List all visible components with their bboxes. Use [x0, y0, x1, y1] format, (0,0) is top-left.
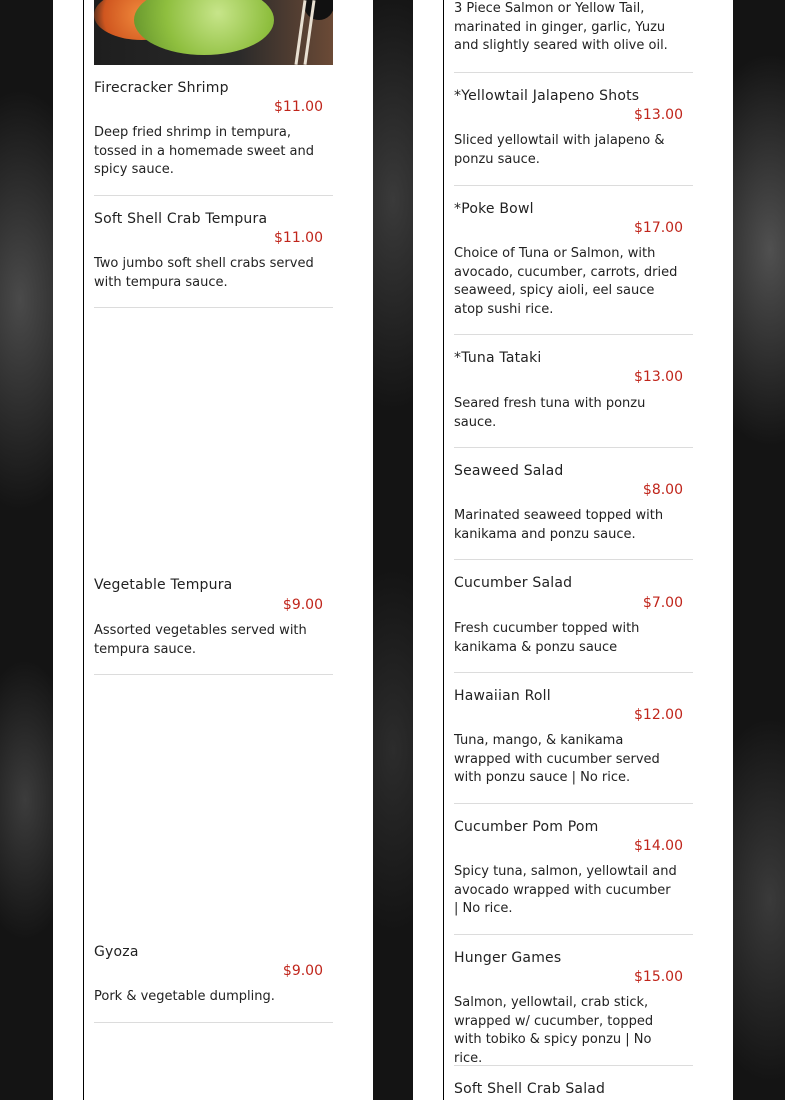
- separator: [454, 334, 693, 335]
- item-price: $9.00: [282, 963, 323, 979]
- menu-panel-left: [53, 0, 373, 1100]
- item-description: Tuna, mango, & kanikama wrapped with cucumber served with ponzu sauce | No rice.: [454, 733, 660, 785]
- panel-border: [83, 0, 84, 1100]
- item-price: $11.00: [274, 230, 323, 246]
- item-price: $13.00: [634, 369, 683, 385]
- item-name: *Yellowtail Jalapeno Shots: [454, 88, 640, 104]
- item-price: $11.00: [274, 99, 323, 115]
- item-name: Hawaiian Roll: [454, 688, 551, 704]
- separator: [454, 447, 693, 448]
- separator: [454, 559, 693, 560]
- separator: [94, 307, 333, 308]
- separator: [94, 1022, 333, 1023]
- separator: [454, 1065, 693, 1066]
- item-name: Cucumber Salad: [454, 575, 573, 591]
- item-price: $12.00: [634, 707, 683, 723]
- item-name: Soft Shell Crab Tempura: [94, 211, 268, 227]
- panel-border: [443, 0, 444, 1100]
- item-description: Deep fried shrimp in tempura, tossed in a homemade sweet and spicy sauce.: [94, 125, 315, 177]
- item-price: $7.00: [642, 595, 683, 611]
- item-price: $15.00: [634, 969, 683, 985]
- item-description: Two jumbo soft shell crabs served with tempura sauce.: [94, 256, 314, 290]
- separator: [454, 934, 693, 935]
- item-price: $13.00: [634, 107, 683, 123]
- item-description: Choice of Tuna or Salmon, with avocado, cucumber, carrots, dried seaweed, spicy aioli, eel sauce atop sushi rice.: [454, 246, 678, 317]
- item-description: Fresh cucumber topped with kanikama & ponzu sauce: [454, 621, 640, 655]
- item-name: Firecracker Shrimp: [94, 80, 229, 96]
- separator: [454, 185, 693, 186]
- item-description: Assorted vegetables served with tempura sauce.: [94, 623, 307, 657]
- item-name: Hunger Games: [454, 950, 562, 966]
- separator: [454, 803, 693, 804]
- menu-panel-right: [413, 0, 733, 1100]
- item-name: Seaweed Salad: [454, 463, 564, 479]
- separator: [94, 195, 333, 196]
- item-price: $8.00: [642, 482, 683, 498]
- food-photo: [94, 0, 333, 65]
- item-description: 3 Piece Salmon or Yellow Tail, marinated in ginger, garlic, Yuzu and slightly seared with olive oil.: [454, 1, 668, 53]
- item-name: Soft Shell Crab Salad: [454, 1081, 606, 1097]
- item-description: Marinated seaweed topped with kanikama and ponzu sauce.: [454, 508, 664, 542]
- item-description: Pork & vegetable dumpling.: [94, 989, 275, 1004]
- item-price: $17.00: [634, 220, 683, 236]
- item-description: Salmon, yellowtail, crab stick, wrapped w/ cucumber, topped with tobiko & spicy ponzu | No rice.: [454, 995, 654, 1066]
- separator: [454, 672, 693, 673]
- item-name: *Poke Bowl: [454, 201, 534, 217]
- item-description: Spicy tuna, salmon, yellowtail and avocado wrapped with cucumber | No rice.: [454, 864, 677, 916]
- item-price: $9.00: [282, 597, 323, 613]
- item-name: Gyoza: [94, 944, 139, 960]
- item-price: $14.00: [634, 838, 683, 854]
- item-name: Cucumber Pom Pom: [454, 819, 599, 835]
- separator: [94, 674, 333, 675]
- item-description: Sliced yellowtail with jalapeno & ponzu sauce.: [454, 133, 665, 167]
- item-name: *Tuna Tataki: [454, 350, 542, 366]
- item-description: Seared fresh tuna with ponzu sauce.: [454, 396, 646, 430]
- item-name: Vegetable Tempura: [94, 577, 233, 593]
- separator: [454, 72, 693, 73]
